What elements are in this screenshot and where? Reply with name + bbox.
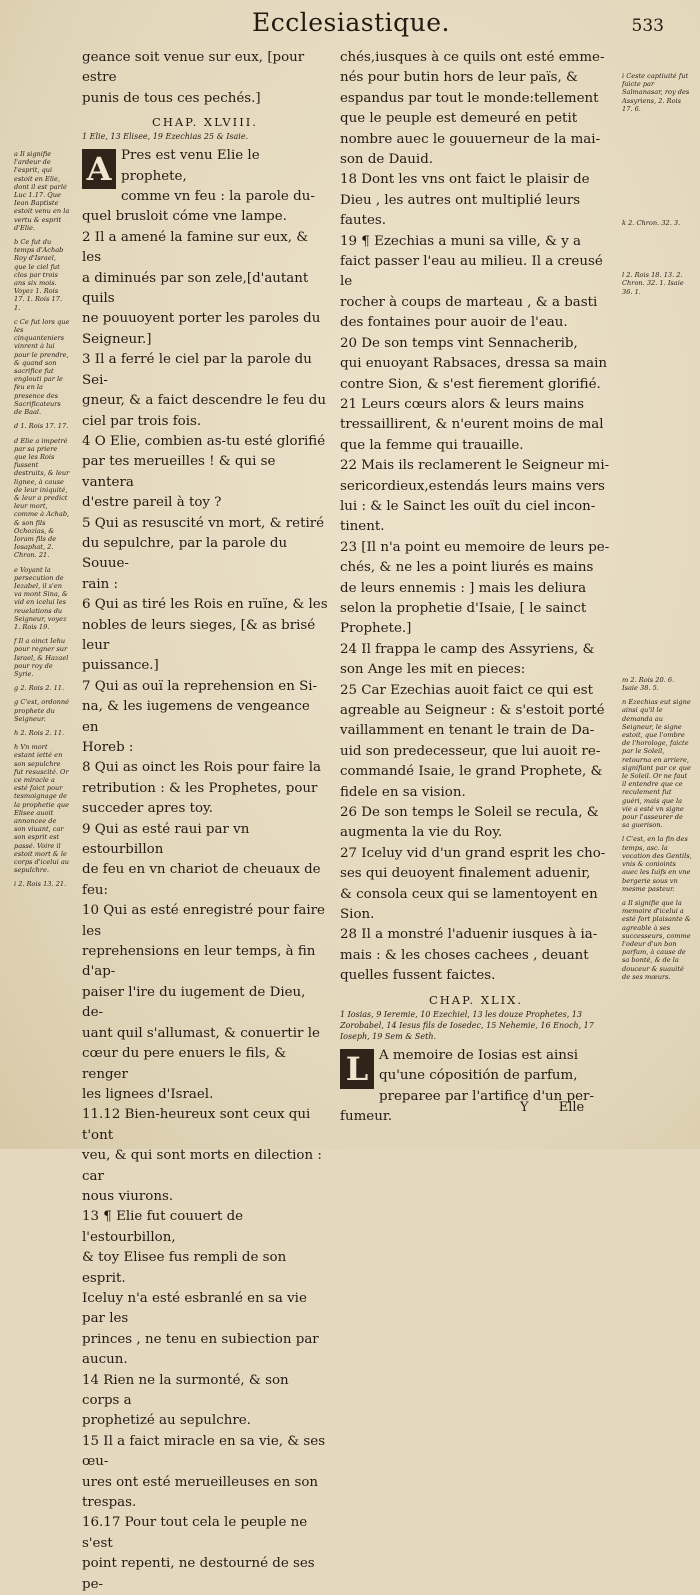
verse-line: 18 Dont les vns ont faict le plaisir de <box>340 172 590 188</box>
margin-note: c Ce fut lors que les cinquanteniers vinrent à lui pour le prendre, & quand son sacrifice fut englouti par le feu en la presence des Sacrificateurs de Baal. <box>14 317 70 417</box>
verse-line: ciel par trois fois. <box>82 413 202 429</box>
verse-line: 15 Il a faict miracle en sa vie, & ses œu- <box>82 1433 326 1470</box>
verse-line: 22 Mais ils reclamerent le Seigneur mi- <box>340 458 610 474</box>
verse-line: vaillamment en tenant le train de Da- <box>340 723 595 739</box>
verse-line: chés, & ne les a point liurés es mains <box>340 560 594 576</box>
running-head <box>0 8 700 38</box>
verse-line: 8 Qui as oinct les Rois pour faire la <box>82 760 322 776</box>
verse-line: son Ange les mit en pieces: <box>340 662 526 678</box>
verse-line: paiser l'ire du iugement de Dieu, de- <box>82 984 306 1021</box>
verse-line: & toy Elisee fus rempli de son esprit. <box>82 1250 287 1286</box>
verse-line: que le peuple est demeuré en petit <box>340 111 578 127</box>
margin-note: l 2. Rois 18. 13. 2. Chron. 32. 1. Isaie 36. 1. <box>622 271 684 296</box>
verse-line: retribution : & les Prophetes, pour <box>82 780 318 796</box>
verse-line: uid son predecesseur, que lui auoit re- <box>340 743 601 759</box>
verse-line: succeder apres toy. <box>82 801 214 817</box>
verse-line: espandus par tout le monde:tellement <box>340 90 599 106</box>
verse-line: selon la prophetie d'Isaie, [ le sainct <box>340 600 587 616</box>
verse-line: Sion. <box>340 907 375 923</box>
margin-note: l C'est, en la fin des temps, asc. la vocation des Gentils, vnis & conioints auec les Iuifs en vne bergerie sous vn mesme pasteur. <box>622 835 692 893</box>
verse-line: les lignees d'Israel. <box>82 1086 214 1102</box>
verse-line: rain : <box>82 576 119 592</box>
verse-line: 16.17 Pour tout cela le peuple ne s'est <box>82 1515 308 1551</box>
verse-line: nobles de leurs sieges, [& as brisé leur <box>82 617 316 653</box>
verse-line: 10 Qui as esté enregistré pour faire les <box>82 903 325 939</box>
verse-line: preparee par l'artifice d'un per- <box>379 1088 594 1104</box>
verse-line: 14 Rien ne la surmonté, & son corps a <box>82 1372 289 1408</box>
left-margin-notes <box>14 150 70 895</box>
verse-line: 7 Qui as ouï la reprehension en Si- <box>82 678 318 694</box>
verse-line: que la femme qui trauaille. <box>340 437 524 453</box>
left-text-column <box>82 48 328 1595</box>
margin-note: f Il a oinct Iehu pour regner sur Israel, & Hazael pour roy de Syrie. <box>14 637 69 678</box>
page-number: 533 <box>631 16 664 36</box>
margin-note: h Vn mort estant ietté en son sepulchre fut resuscité. Or ce miracle a esté faict pour tesmoignage de la prophetie que Elisee auoit annoncee de son viuant, car son esprit est passé. Voire il estoit mort & le corps d'icelui au sepulchre. <box>14 743 69 875</box>
verse-line: nous viurons. <box>82 1188 174 1204</box>
margin-note: n Ezechias eut signe ainsi qu'il le demanda au Seigneur, le signe estoit, que l'ombre de l'horologe, faicte par le Soleil, retourna en arriere, signifiant par ce que le Soleil. Or ne faut il entendre que ce reculement fut guéri, mais que la vie a esté vn signe pour l'asseurer de sa guerison. <box>622 698 691 830</box>
verse-line: lui : & le Sainct les ouït du ciel incon- <box>340 498 596 514</box>
signature-mark: Y <box>520 1100 529 1115</box>
verse-line: & consola ceux qui se lamentoyent en <box>340 886 598 902</box>
verse-line: na, & les iugemens de vengeance en <box>82 699 310 735</box>
margin-note: a Il signifie l'ardeur de l'esprit, qui estoit en Elie, dont il est parlé Luc 1.17. Que Iean Baptiste estoit venu en la vertu & esprit d'Elie. <box>14 150 70 232</box>
verse-line: des fontaines pour auoir de l'eau. <box>340 315 568 331</box>
verse-line: sericordieux,estendás leurs mains vers <box>340 478 605 494</box>
verse-line: de leurs ennemis : ] mais les deliura <box>340 580 587 596</box>
chapter-heading: CHAP. XLIX. <box>428 992 524 1007</box>
verse-line: son de Dauid. <box>340 152 434 168</box>
verse-line: 27 Iceluy vid d'un grand esprit les cho- <box>340 845 606 861</box>
verse-line: Horeb : <box>82 740 134 755</box>
verse-line: A memoire de Iosias est ainsi <box>379 1047 579 1063</box>
verse-line: veu, & qui sont morts en dilection : car <box>82 1148 322 1184</box>
right-text-column <box>340 48 612 1127</box>
margin-note: m 2. Rois 20. 6. Isaie 38. 5. <box>622 675 675 693</box>
catchword-line <box>520 1100 640 1115</box>
verse-line: 5 Qui as resuscité vn mort, & retiré <box>82 515 325 531</box>
margin-note: e Voyant la persecution de Iezabel, il s'en va mont Sina, & vid en icelui les reuelations du Seigneur, voyez 1. Rois 19. <box>14 565 68 631</box>
verse-line: qui enuoyant Rabsaces, dressa sa main <box>340 356 607 372</box>
verse-line: chés,iusques à ce quils ont esté emme- <box>340 50 605 65</box>
verse-line: 19 ¶ Ezechias a muni sa ville, & y a <box>340 233 582 249</box>
verse-line: prophetizé au sepulchre. <box>82 1413 251 1429</box>
text-line: geance soit venue sur eux, [pour estre <box>82 50 305 86</box>
chapter-argument: 1 Iosias, 9 Ieremie, 10 Ezechiel, 13 les douze Prophetes, 13 Zorobabel, 14 Iesus fils de Iosedec, 15 Nehemie, 16 Enoch, 17 Ioseph, 19 Sem & Seth. <box>340 1009 594 1041</box>
verse-line: 26 De son temps le Soleil se recula, & <box>340 805 599 821</box>
decorated-initial: L <box>340 1049 374 1089</box>
verse-line: commandé Isaie, le grand Prophete, & <box>340 764 603 780</box>
text-line: punis de tous ces pechés.] <box>82 90 261 106</box>
verse-line: 24 Il frappa le camp des Assyriens, & <box>340 641 595 657</box>
verse-line: tressaillirent, & n'eurent moins de mal <box>340 417 604 433</box>
verse-line: aucun. <box>82 1352 128 1368</box>
verse-line: du sepulchre, par la parole du Souue- <box>82 535 288 572</box>
verse-line: de feu en vn chariot de cheuaux de feu: <box>82 862 321 898</box>
verse-line: 2 Il a amené la famine sur eux, & les <box>82 229 309 266</box>
margin-note: d Elie a impetré par sa priere que les Rois fussent destruits, & leur lignee, à cause de leur iniquité, & leur a predict leur mort, comme à Achab, & son fils Ochozias, & Ioram fils de Iosaphat, 2. Chron. 21. <box>14 436 70 560</box>
verse-line: quel brusloit cóme vne lampe. <box>82 209 287 225</box>
verse-line: qu'une cópositión de parfum, <box>379 1068 578 1084</box>
verse-line: ne pouuoyent porter les paroles du <box>82 311 321 327</box>
verse-line: nombre auec le gouuerneur de la mai- <box>340 131 601 147</box>
verse-line: agreable au Seigneur : & s'estoit porté <box>340 703 605 718</box>
verse-line: reprehensions en leur temps, à fin d'ap- <box>82 944 316 980</box>
verse-line: Dieu , les autres ont multiplié leurs <box>340 192 581 208</box>
verse-line: ses qui deuoyent finalement aduenir, <box>340 866 591 882</box>
verse-line: 4 O Elie, combien as-tu esté glorifié <box>82 433 326 449</box>
verse-line: Seigneur.] <box>82 331 152 347</box>
verse-line: puissance.] <box>82 658 159 674</box>
right-margin-notes <box>622 72 692 987</box>
verse-line: contre Sion, & s'est fierement glorifié. <box>340 376 601 392</box>
verse-line: a diminués par son zele,[d'autant quils <box>82 270 309 307</box>
verse-line: point repenti, ne destourné de ses pe- <box>82 1556 315 1592</box>
margin-note: i Ceste captiuité fut faicte par Salmanasar, roy des Assyriens, 2. Rois 17. 6. <box>622 72 690 113</box>
verse-line: Prophete.] <box>340 621 412 637</box>
verse-line: ures ont esté merueilleuses en son <box>82 1474 319 1490</box>
verse-line: 11.12 Bien-heureux sont ceux qui t'ont <box>82 1107 311 1143</box>
verse-line: 3 Il a ferré le ciel par la parole du Sei- <box>82 352 312 388</box>
verse-line: 21 Leurs cœurs alors & leurs mains <box>340 396 585 412</box>
verse-line: 25 Car Ezechias auoit faict ce qui est <box>340 682 593 698</box>
verse-line: 23 [Il n'a point eu memoire de leurs pe- <box>340 539 610 555</box>
verse-line: fautes. <box>340 213 386 229</box>
verse-line: fidele en sa vision. <box>340 784 466 800</box>
verse-line: 6 Qui as tiré les Rois en ruïne, & les <box>82 597 328 613</box>
verse-line: 9 Qui as esté raui par vn estourbillon <box>82 821 250 858</box>
verse-line: rocher à coups de marteau , & a basti <box>340 294 598 310</box>
margin-note: d 1. Rois 17. 17. <box>14 422 69 431</box>
running-head-title: Ecclesiastique. <box>252 8 450 37</box>
margin-note: b Ce fut du temps d'Achab Roy d'Israel, que le ciel fut clos par trois ans six mois. Voyez 1. Rois 17. 1. Rois 17. 1. <box>14 238 64 312</box>
margin-note: i 2. Rois 13. 21. <box>14 880 67 889</box>
verse-line: quelles fussent faictes. <box>340 968 496 984</box>
verse-line: tinent. <box>340 519 385 535</box>
margin-note: g C'est, ordonné prophete du Seigneur. <box>14 698 70 723</box>
verse-line: 20 De son temps vint Sennacherib, <box>340 335 578 351</box>
verse-line: 13 ¶ Elie fut couuert de l'estourbillon, <box>82 1209 244 1245</box>
catchword: Elle <box>558 1100 585 1115</box>
verse-line: nés pour butin hors de leur païs, & <box>340 70 578 86</box>
verse-line: uant quil s'allumast, & conuertir le <box>82 1025 320 1041</box>
margin-note: a Il signifie que la memoire d'icelui a esté fort plaisante & agreable à ses successeurs, comme l'odeur d'un bon parfum, à cause de sa bonté, & de la douceur & suauité de ses mœurs. <box>622 898 691 981</box>
verse-line: princes , ne tenu en subiection par <box>82 1331 319 1347</box>
verse-line: par tes merueilles ! & qui se vantera <box>82 454 276 490</box>
verse-line: comme vn feu : la parole du- <box>121 189 315 205</box>
verse-line: 28 Il a monstré l'aduenir iusques à ia- <box>340 927 598 943</box>
verse-line: d'estre pareil à toy ? <box>82 495 222 511</box>
margin-note: k 2. Chron. 32. 3. <box>622 219 681 228</box>
margin-note: h 2. Rois 2. 11. <box>14 729 65 737</box>
verse-line: Iceluy n'a esté esbranlé en sa vie par les <box>82 1290 307 1327</box>
verse-line: faict passer l'eau au milieu. Il a creusé le <box>340 254 603 290</box>
verse-line: cœur du pere enuers le fils, & renger <box>82 1046 287 1082</box>
verse-line: Pres est venu Elie le prophete, <box>121 148 260 184</box>
margin-note: g 2. Rois 2. 11. <box>14 684 65 693</box>
decorated-initial: A <box>82 149 116 189</box>
verse-line: trespas. <box>82 1495 137 1511</box>
verse-line: mais : & les choses cachees , deuant <box>340 947 589 963</box>
verse-line: fumeur. <box>340 1108 393 1124</box>
chapter-argument: 1 Elie, 13 Elisee, 19 Ezechias 25 & Isaie. <box>82 132 249 142</box>
verse-line: augmenta la vie du Roy. <box>340 825 503 841</box>
verse-line: gneur, & a faict descendre le feu du <box>82 393 326 409</box>
chapter-heading: CHAP. XLVIII. <box>152 115 258 130</box>
